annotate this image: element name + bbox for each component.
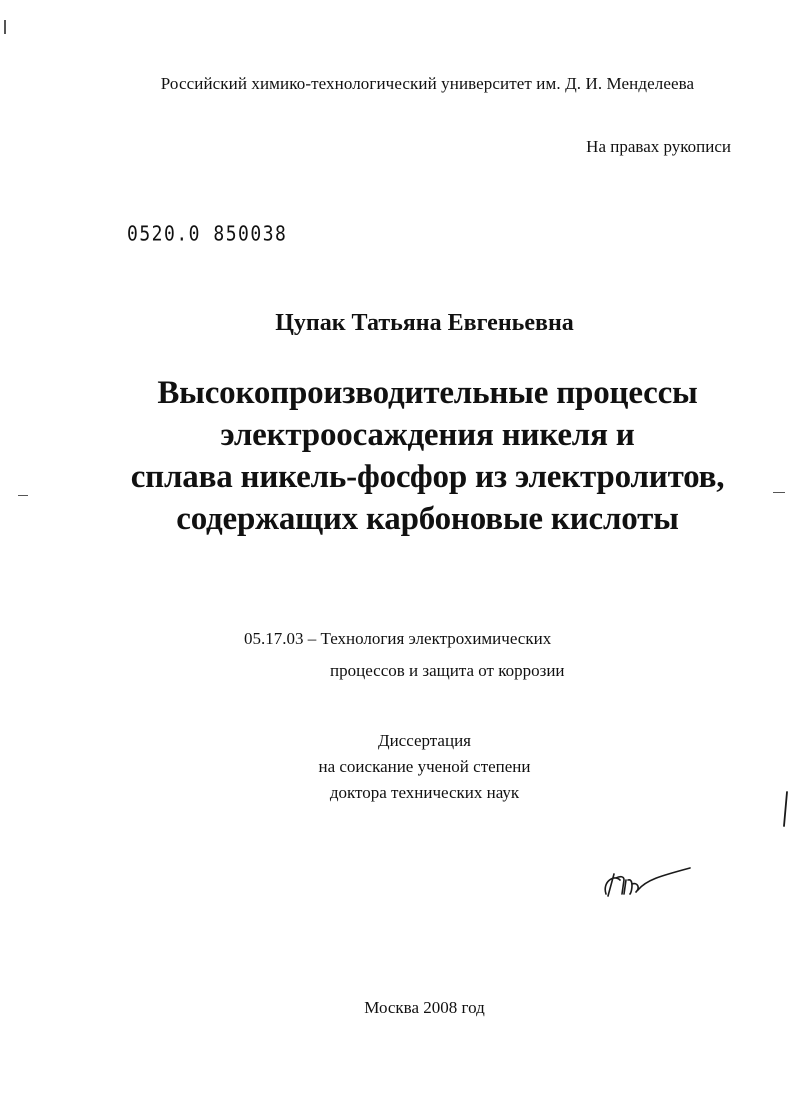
scan-artifact	[4, 20, 6, 34]
degree-statement	[0, 728, 793, 806]
handwritten-signature	[600, 862, 695, 912]
author-name: Цупак Татьяна Евгеньевна	[275, 310, 574, 336]
title-line: Высокопроизводительные процессы	[157, 375, 698, 411]
title-line: электроосаждения никеля и	[220, 417, 635, 453]
scan-artifact	[18, 495, 28, 496]
degree-line: на соискание ученой степени	[318, 757, 531, 776]
degree-line: доктора технических наук	[329, 783, 520, 802]
university-name: Российский химико-технологический университет им. Д. И. Менделеева	[160, 74, 695, 93]
degree-line: Диссертация	[377, 731, 471, 750]
city-year: Москва 2008 год	[364, 998, 485, 1017]
title-line: содержащих карбоновые кислоты	[176, 501, 679, 537]
scan-artifact	[773, 492, 785, 493]
library-code-stamp: 0520.0 850038	[127, 222, 288, 247]
specialty-line: процессов и защита от коррозии	[330, 661, 565, 680]
dissertation-title	[0, 372, 793, 540]
manuscript-rights-note: На правах рукописи	[586, 137, 731, 156]
scan-margin-mark	[781, 790, 791, 835]
specialty-line: 05.17.03 – Технология электрохимических	[244, 629, 552, 648]
title-line: сплава никель-фосфор из электролитов,	[130, 459, 725, 495]
specialty-code	[244, 623, 565, 687]
